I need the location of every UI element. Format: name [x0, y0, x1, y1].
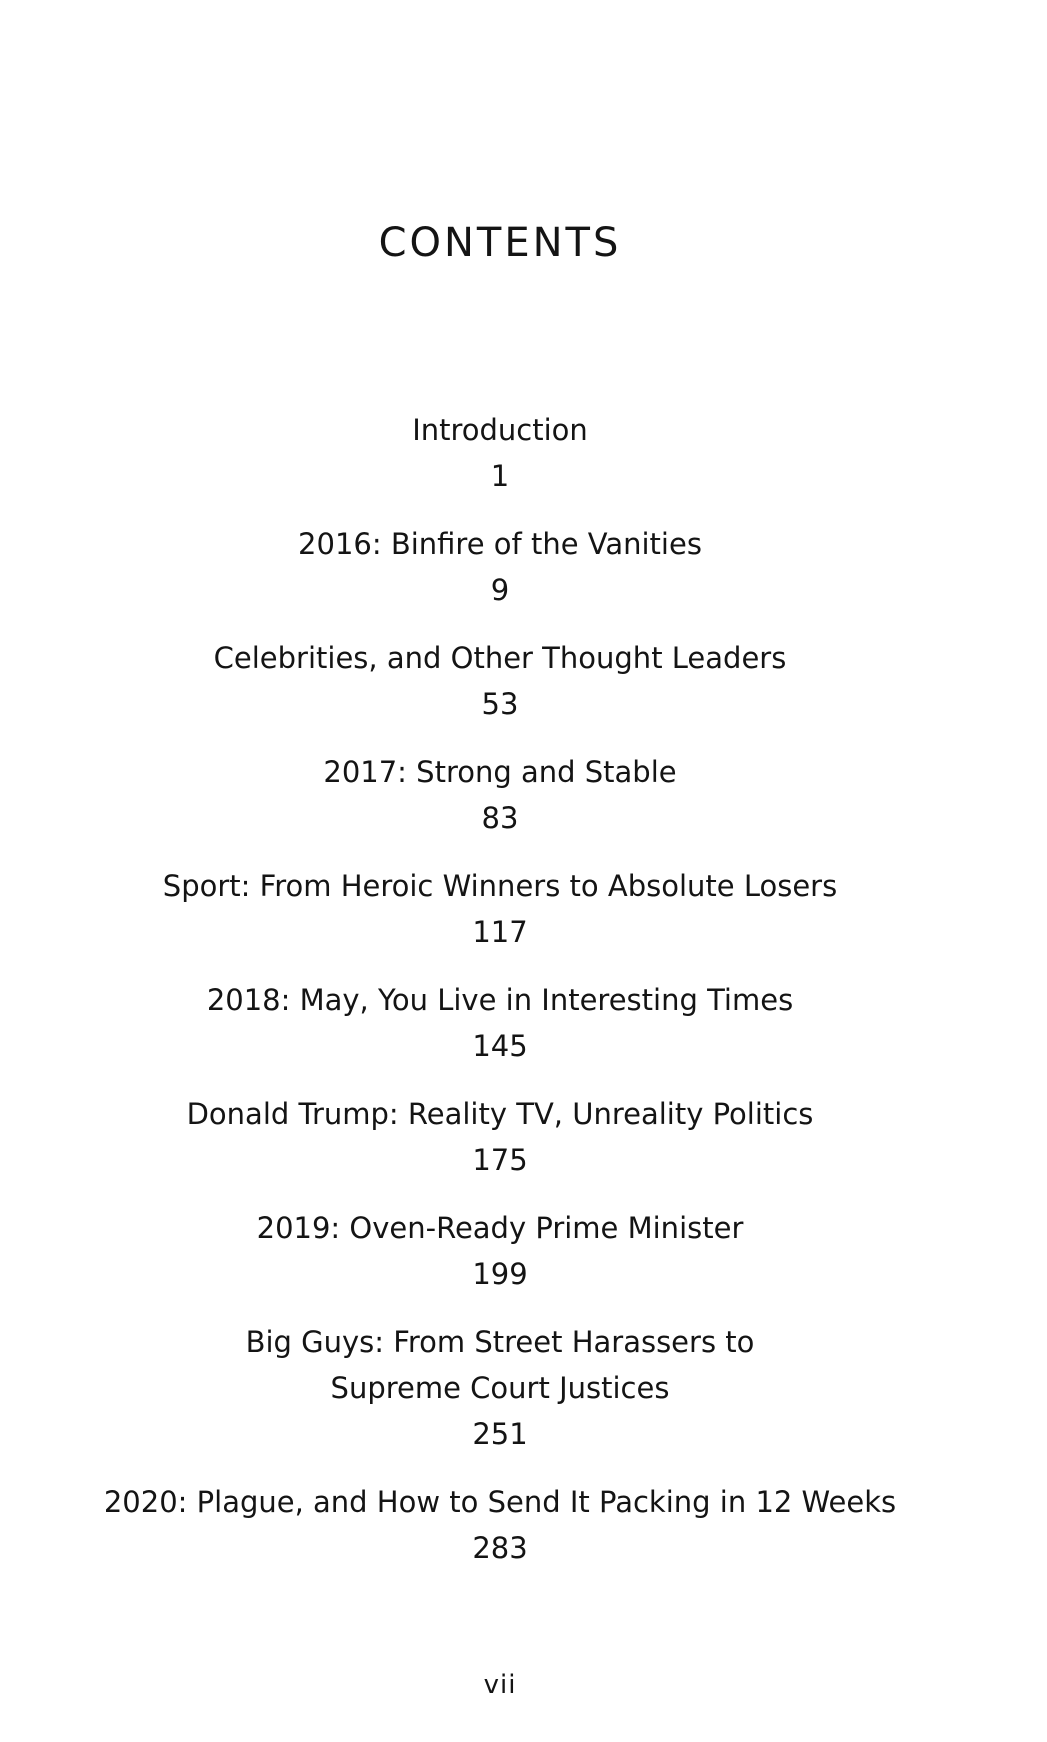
toc-entry [0, 977, 1000, 1069]
page-title: CONTENTS [378, 220, 622, 266]
page-number: vii [483, 1670, 517, 1700]
toc-entry-page: 83 [481, 801, 519, 835]
toc-entry-title: Introduction [412, 413, 588, 447]
toc-entry-page: 251 [472, 1417, 528, 1451]
toc-entry-title: Sport: From Heroic Winners to Absolute Losers [162, 869, 838, 903]
toc-entry-title: 2018: May, You Live in Interesting Times [206, 983, 794, 1017]
toc-entry-page: 145 [472, 1029, 528, 1063]
toc-entry-page: 9 [490, 573, 510, 607]
toc-entry [0, 635, 1000, 727]
toc-entry-title: Donald Trump: Reality TV, Unreality Politics [186, 1097, 814, 1131]
toc-entry [0, 521, 1000, 613]
toc-entry-page: 175 [472, 1143, 528, 1177]
toc-entry [0, 749, 1000, 841]
toc-entry-page: 283 [472, 1531, 528, 1565]
toc-entry-title: Celebrities, and Other Thought Leaders [213, 641, 787, 675]
toc-entry [0, 1479, 1000, 1571]
toc-entry-page: 199 [472, 1257, 528, 1291]
toc-entry [0, 407, 1000, 499]
toc-entry [0, 1205, 1000, 1297]
toc-entry-title: 2019: Oven-Ready Prime Minister [256, 1211, 744, 1245]
toc-entry-title: 2016: Binfire of the Vanities [298, 527, 702, 561]
toc-entry-page: 53 [481, 687, 519, 721]
toc-entry [0, 1091, 1000, 1183]
toc-entry-title: Big Guys: From Street Harassers to Supreme Court Justices [245, 1325, 755, 1405]
table-of-contents [0, 407, 1000, 1593]
toc-entry-title: 2020: Plague, and How to Send It Packing in 12 Weeks [103, 1485, 897, 1519]
toc-entry [0, 863, 1000, 955]
toc-entry [0, 1319, 1000, 1457]
toc-entry-title: 2017: Strong and Stable [323, 755, 677, 789]
toc-entry-page: 1 [490, 459, 510, 493]
toc-entry-page: 117 [472, 915, 528, 949]
